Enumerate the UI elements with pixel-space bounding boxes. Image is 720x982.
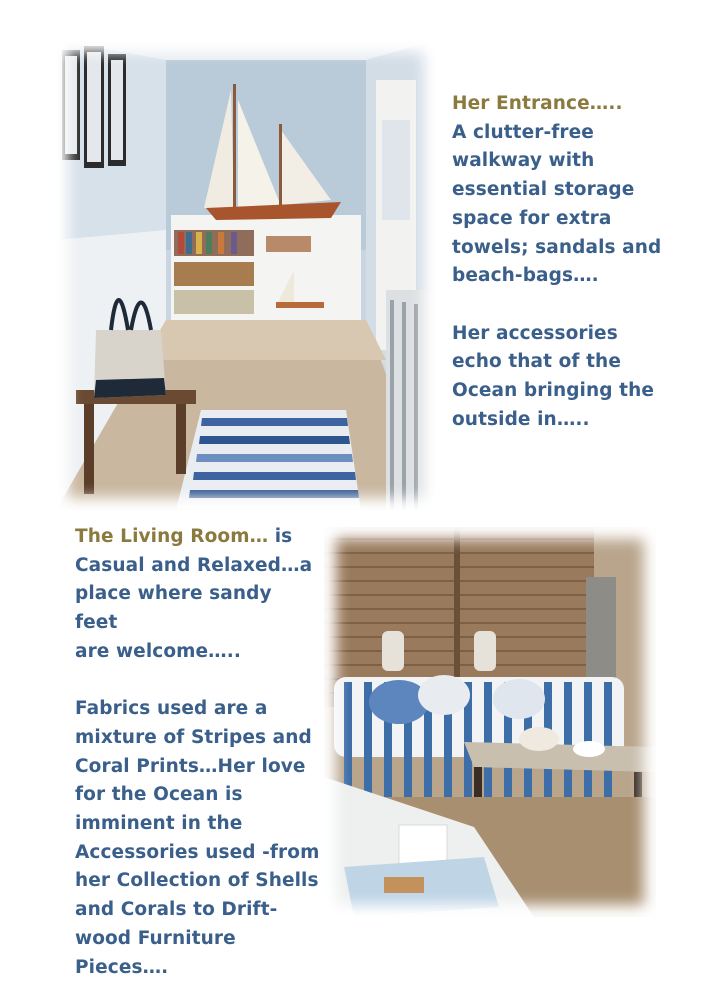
living-line: for the Ocean is (75, 784, 243, 806)
entrance-description (452, 90, 714, 434)
living-heading-rest: is (268, 526, 293, 547)
entrance-line: echo that of the (452, 351, 621, 373)
living-line: her Collection of Shells (75, 870, 319, 892)
entrance-line: A clutter-free (452, 121, 594, 143)
living-line: Casual and Relaxed…a (75, 554, 313, 576)
entrance-line: towels; sandals and (452, 236, 662, 258)
entrance-heading: Her Entrance….. (452, 93, 623, 114)
living-line: mixture of Stripes and (75, 726, 312, 748)
living-line: Fabrics used are a (75, 698, 268, 720)
living-room-description (75, 523, 320, 982)
entrance-line: beach-bags…. (452, 265, 599, 287)
paragraph-gap (452, 291, 714, 320)
entrance-line: Ocean bringing the (452, 380, 655, 402)
living-line: Pieces…. (75, 956, 169, 978)
entrance-hallway-photo (56, 40, 436, 510)
living-heading: The Living Room… (75, 526, 269, 547)
entrance-line: outside in….. (452, 408, 590, 430)
living-line: wood Furniture (75, 927, 236, 949)
entrance-line: essential storage (452, 179, 635, 201)
living-line: are welcome….. (75, 640, 242, 662)
living-line: imminent in the (75, 813, 243, 835)
entrance-line: Her accessories (452, 322, 618, 344)
entrance-line: space for extra (452, 207, 612, 229)
living-line: Accessories used -from (75, 841, 320, 863)
living-line: place where sandy feet (75, 583, 272, 634)
living-line: and Corals to Drift- (75, 899, 278, 921)
entrance-line: walkway with (452, 150, 595, 172)
living-room-photo (324, 527, 656, 917)
living-line: Coral Prints…Her love (75, 755, 306, 777)
living-heading-line (75, 523, 320, 552)
paragraph-gap (75, 667, 320, 696)
